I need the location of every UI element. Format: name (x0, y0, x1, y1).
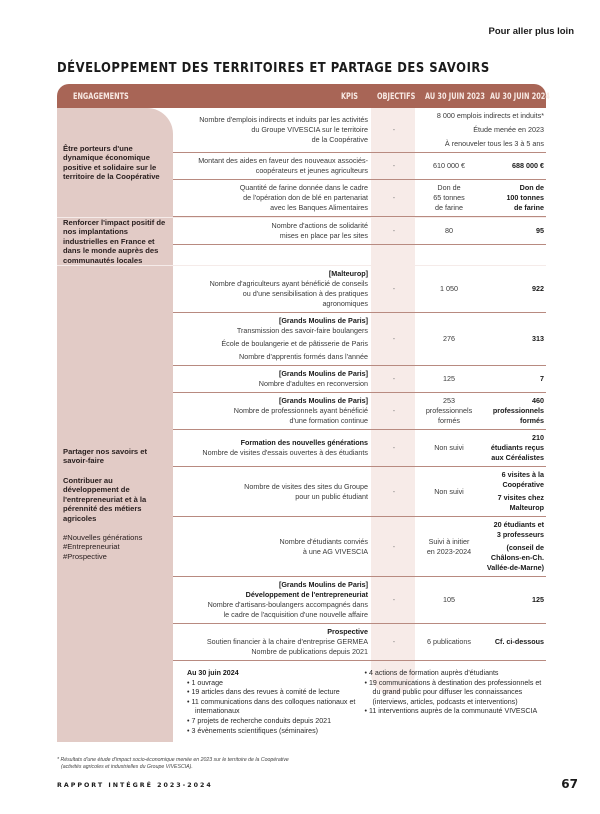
value-2023-line: 253 (443, 396, 455, 406)
value-2023-line: Non suivi (434, 486, 464, 496)
value-2023 (416, 284, 482, 294)
engagements-table (57, 84, 550, 742)
value-2024 (482, 374, 546, 384)
publications-right (365, 669, 543, 736)
footnote-line: (activités agricoles et industrielles du Groupe VIVESCIA). (61, 764, 193, 770)
value-2023-line: Non suivi (434, 443, 464, 453)
objective-value: - (392, 161, 396, 170)
kpi-cell (173, 369, 372, 389)
value-2024-line: Cf. ci-dessous (494, 637, 544, 647)
value-2023 (416, 183, 482, 213)
engagement-group (57, 218, 546, 265)
value-2023 (416, 226, 482, 236)
table-row (173, 108, 546, 153)
engagement-cell (57, 218, 173, 265)
value-2024-line: de farine (514, 203, 544, 212)
value-2024-line: Vallée-de-Marne) (486, 563, 544, 573)
kpi-cell (173, 580, 372, 620)
value-2024 (482, 637, 546, 647)
header-objectifs: OBJECTIFS (377, 91, 416, 101)
merged-value-line: 8 000 emplois indirects et induits* (436, 111, 544, 120)
value-2024-line: professionnels (492, 406, 544, 416)
kpi-line: Nombre d'apprentis formés dans l'année (239, 352, 368, 362)
value-2024-line: Coopérative (502, 480, 544, 490)
publication-item: • 19 articles dans des revues à comité de lecture (187, 688, 340, 697)
value-2023-line: 1 050 (440, 284, 458, 294)
footnote (57, 757, 289, 771)
kpi-line: Nombre d'emplois indirects et induits par les activités (199, 115, 368, 124)
engagement-tags (63, 533, 167, 561)
hashtag: #Entrepreneuriat (63, 542, 120, 552)
value-2023-line: Suivi à initier (428, 536, 470, 546)
value-2023-line: 105 (443, 595, 455, 605)
kpi-line: Nombre de visites d'essais ouvertes à des étudiants (202, 448, 368, 458)
objective-value: - (392, 406, 396, 416)
kpi-line: Quantité de farine donnée dans le cadre (239, 183, 368, 192)
objective-value: - (392, 374, 396, 384)
kpi-cell (173, 221, 372, 241)
engagement-group (57, 108, 546, 217)
kpi-cell (173, 183, 372, 213)
value-2023-line: 276 (443, 334, 455, 344)
kpi-line: à une AG VIVESCIA (302, 546, 368, 556)
engagement-group (57, 266, 546, 742)
value-2024 (482, 396, 546, 426)
value-2024-line: 7 visites chez (497, 493, 544, 503)
value-2024-line: Châlons-en-Ch. (490, 553, 544, 563)
report-title: RAPPORT INTÉGRÉ 2023-2024 (57, 782, 213, 789)
value-2023-line: 125 (443, 374, 455, 384)
kpi-line: Nombre d'actions de solidarité (271, 221, 368, 230)
engagement-text: Être porteurs d'une dynamique économique positive et solidaire sur le territoire de la Coopérative (63, 143, 160, 181)
table-row (173, 467, 546, 517)
value-2024-line: Malteurop (509, 503, 544, 513)
table-row (173, 577, 546, 624)
table-row (173, 393, 546, 430)
page-number: 67 (561, 777, 578, 791)
publication-item: • 11 communications dans des colloques nationaux et internationaux (187, 697, 356, 716)
value-2023 (416, 374, 482, 384)
value-2024-line: 6 visites à la (501, 470, 544, 480)
merged-value-cell (416, 111, 546, 149)
objective-value: - (392, 125, 396, 134)
kpi-line: Nombre d'agriculteurs ayant bénéficié de conseils (209, 279, 368, 289)
publications-left (187, 669, 365, 736)
value-2024-line: 313 (532, 334, 544, 344)
value-2024-line: aux Céréalistes (491, 453, 544, 463)
value-2023 (416, 443, 482, 453)
value-2024 (482, 520, 546, 573)
value-2023 (416, 334, 482, 344)
value-2023-line: en 2023-2024 (426, 546, 472, 556)
kpi-line: d'une formation continue (289, 416, 368, 426)
value-2024 (482, 284, 546, 294)
footnote-line: * Résultats d'une étude d'impact socio-économique menée en 2023 sur le territoire de la Coopérative (57, 757, 289, 763)
engagement-text: Partager nos savoirs et savoir-faire (63, 447, 147, 466)
hashtag: #Nouvelles générations (63, 532, 143, 542)
objective-value: - (392, 226, 396, 235)
publication-item: • 3 évènements scientifiques (séminaires) (187, 726, 319, 735)
kpi-rows (173, 218, 546, 265)
value-2024-line: 7 (540, 374, 544, 384)
table-row (173, 624, 546, 661)
publication-item: • 19 communications à destination des professionnels et du grand public pour diffuser les connaissances (interviews, articles, podcasts et interventions) (364, 678, 542, 706)
header-2024: AU 30 JUIN 2024 (490, 91, 550, 101)
kpi-line: Nombre de professionnels ayant bénéficié (233, 406, 368, 416)
value-2024-line: 20 étudiants et (493, 520, 544, 530)
table-row (173, 517, 546, 577)
publication-item: • 11 interventions auprès de la communauté VIVESCIA (364, 707, 538, 716)
value-2024-line: 3 professeurs (496, 530, 544, 540)
kpi-line: avec les Banques Alimentaires (270, 203, 368, 212)
kpi-cell (173, 438, 372, 458)
kpi-line: Transmission des savoir-faire boulangers (236, 326, 368, 336)
objective-value: - (392, 284, 396, 294)
value-2023 (416, 487, 482, 497)
value-2023-line: professionnels (425, 406, 473, 416)
table-row (173, 313, 546, 366)
kpi-line: Nombre de publications depuis 2021 (251, 647, 368, 657)
kpi-cell (173, 627, 372, 657)
kpi-line: Nombre d'artisans-boulangers accompagnés dans (207, 600, 368, 610)
kpi-cell (173, 482, 372, 502)
value-2023-line: 6 publications (427, 637, 471, 647)
kpi-title: [Grands Moulins de Paris] (278, 396, 368, 406)
table-body (57, 108, 546, 742)
table-row (173, 180, 546, 217)
table-row (173, 430, 546, 467)
kpi-line: Nombre d'étudiants conviés (279, 536, 368, 546)
value-2024 (482, 433, 546, 463)
value-2024 (482, 226, 546, 236)
table-header (57, 84, 550, 108)
value-2023-line: formés (438, 416, 460, 426)
kpi-line: Montant des aides en faveur des nouveaux associés- (198, 156, 368, 165)
value-2023-line: 65 tonnes (433, 193, 465, 202)
value-2024-line: étudiants reçus (490, 443, 544, 453)
kpi-cell (173, 156, 372, 176)
value-2024-line: 688 000 € (512, 161, 544, 170)
kpi-cell (173, 537, 372, 557)
engagement-text: Contribuer au développement de l'entrepreneuriat et à la pérennité des métiers agricoles (63, 475, 147, 523)
page-title: DÉVELOPPEMENT DES TERRITOIRES ET PARTAGE DES SAVOIRS (57, 60, 490, 76)
value-2024 (482, 595, 546, 605)
value-2023 (416, 396, 482, 426)
kpi-line: Soutien financier à la chaire d'entreprise GERMEA (206, 637, 368, 647)
kpi-line: mises en place par les sites (279, 231, 368, 240)
engagement-cell (57, 108, 173, 217)
kpi-line: de la Coopérative (311, 135, 368, 144)
value-2024-line: 460 (532, 396, 544, 406)
kpi-line: École de boulangerie et de pâtisserie de Paris (221, 339, 368, 349)
objective-value: - (392, 334, 396, 344)
merged-value-line: Étude menée en 2023 (473, 125, 544, 134)
table-row (173, 153, 546, 180)
value-2023 (416, 537, 482, 557)
value-2024 (482, 334, 546, 344)
table-row (173, 218, 546, 245)
objective-value: - (392, 541, 396, 551)
kpi-line: de l'opération don de blé en partenariat (243, 193, 368, 202)
header-2023: AU 30 JUIN 2023 (425, 91, 485, 101)
kpi-line: le cadre de l'acquisition d'une nouvelle affaire (223, 610, 368, 620)
publications-heading: Au 30 juin 2024 (187, 669, 239, 678)
value-2023 (416, 595, 482, 605)
section-label: Pour aller plus loin (488, 26, 574, 37)
kpi-title: [Malteurop] (328, 269, 368, 279)
value-2024-line: Don de (519, 183, 544, 192)
engagement-text: Renforcer l'impact positif de nos implantations industrielles en France et dans le monde auprès des communautés locales (63, 218, 166, 265)
table-row (173, 266, 546, 313)
value-2024-line: 210 (532, 433, 544, 443)
value-2024 (482, 183, 546, 213)
objective-value: - (392, 486, 396, 496)
kpi-line: coopérateurs et jeunes agriculteurs (255, 166, 368, 175)
value-2024-line: 922 (532, 284, 544, 294)
kpi-rows (173, 266, 546, 742)
kpi-title: Prospective (327, 627, 368, 637)
merged-value-line: À renouveler tous les 3 à 5 ans (444, 139, 544, 148)
header-kpis: KPIS (341, 91, 358, 101)
value-2024 (482, 470, 546, 513)
kpi-line: Nombre d'adultes en reconversion (258, 379, 368, 389)
value-2024-line: 100 tonnes (506, 193, 544, 202)
kpi-cell (173, 316, 372, 362)
kpi-line: du Groupe VIVESCIA sur le territoire (251, 125, 368, 134)
objective-value: - (392, 595, 396, 605)
kpi-subtitle: Développement de l'entrepreneuriat (245, 590, 368, 600)
value-2023-line: Don de (437, 183, 461, 192)
value-2023-line: de farine (435, 203, 463, 212)
objective-value: - (392, 193, 396, 202)
kpi-title: [Grands Moulins de Paris] (278, 316, 368, 326)
value-2023 (416, 161, 482, 171)
table-row (173, 366, 546, 393)
kpi-line: Nombre de visites des sites du Groupe (244, 481, 368, 491)
value-2024-line: formés (520, 416, 544, 426)
objective-value: - (392, 637, 396, 647)
value-2024-line: 125 (532, 595, 544, 605)
kpi-cell (173, 396, 372, 426)
value-2024-line: (conseil de (506, 543, 544, 553)
value-2023-line: 610 000 € (433, 161, 465, 170)
value-2024 (482, 161, 546, 171)
publication-item: • 4 actions de formation auprès d'étudiants (364, 669, 499, 678)
value-2023 (416, 637, 482, 647)
publications-summary (173, 661, 546, 742)
objective-value: - (392, 443, 396, 453)
kpi-line: pour un public étudiant (295, 491, 368, 501)
header-engagements: ENGAGEMENTS (73, 91, 129, 101)
publication-item: • 7 projets de recherche conduits depuis 2021 (187, 717, 332, 725)
hashtag: #Prospective (63, 551, 107, 561)
value-2023-line: 80 (445, 226, 453, 235)
engagement-cell (57, 266, 173, 742)
kpi-title: [Grands Moulins de Paris] (278, 580, 368, 590)
kpi-title: [Grands Moulins de Paris] (278, 369, 368, 379)
kpi-cell (173, 269, 372, 309)
kpi-line: ou d'une sensibilisation à des pratiques (242, 289, 368, 299)
kpi-rows (173, 108, 546, 217)
publication-item: • 1 ouvrage (187, 678, 224, 687)
kpi-title: Formation des nouvelles générations (240, 438, 368, 448)
kpi-line: agronomiques (322, 299, 368, 309)
kpi-cell (173, 115, 372, 145)
value-2024-line: 95 (536, 226, 544, 235)
